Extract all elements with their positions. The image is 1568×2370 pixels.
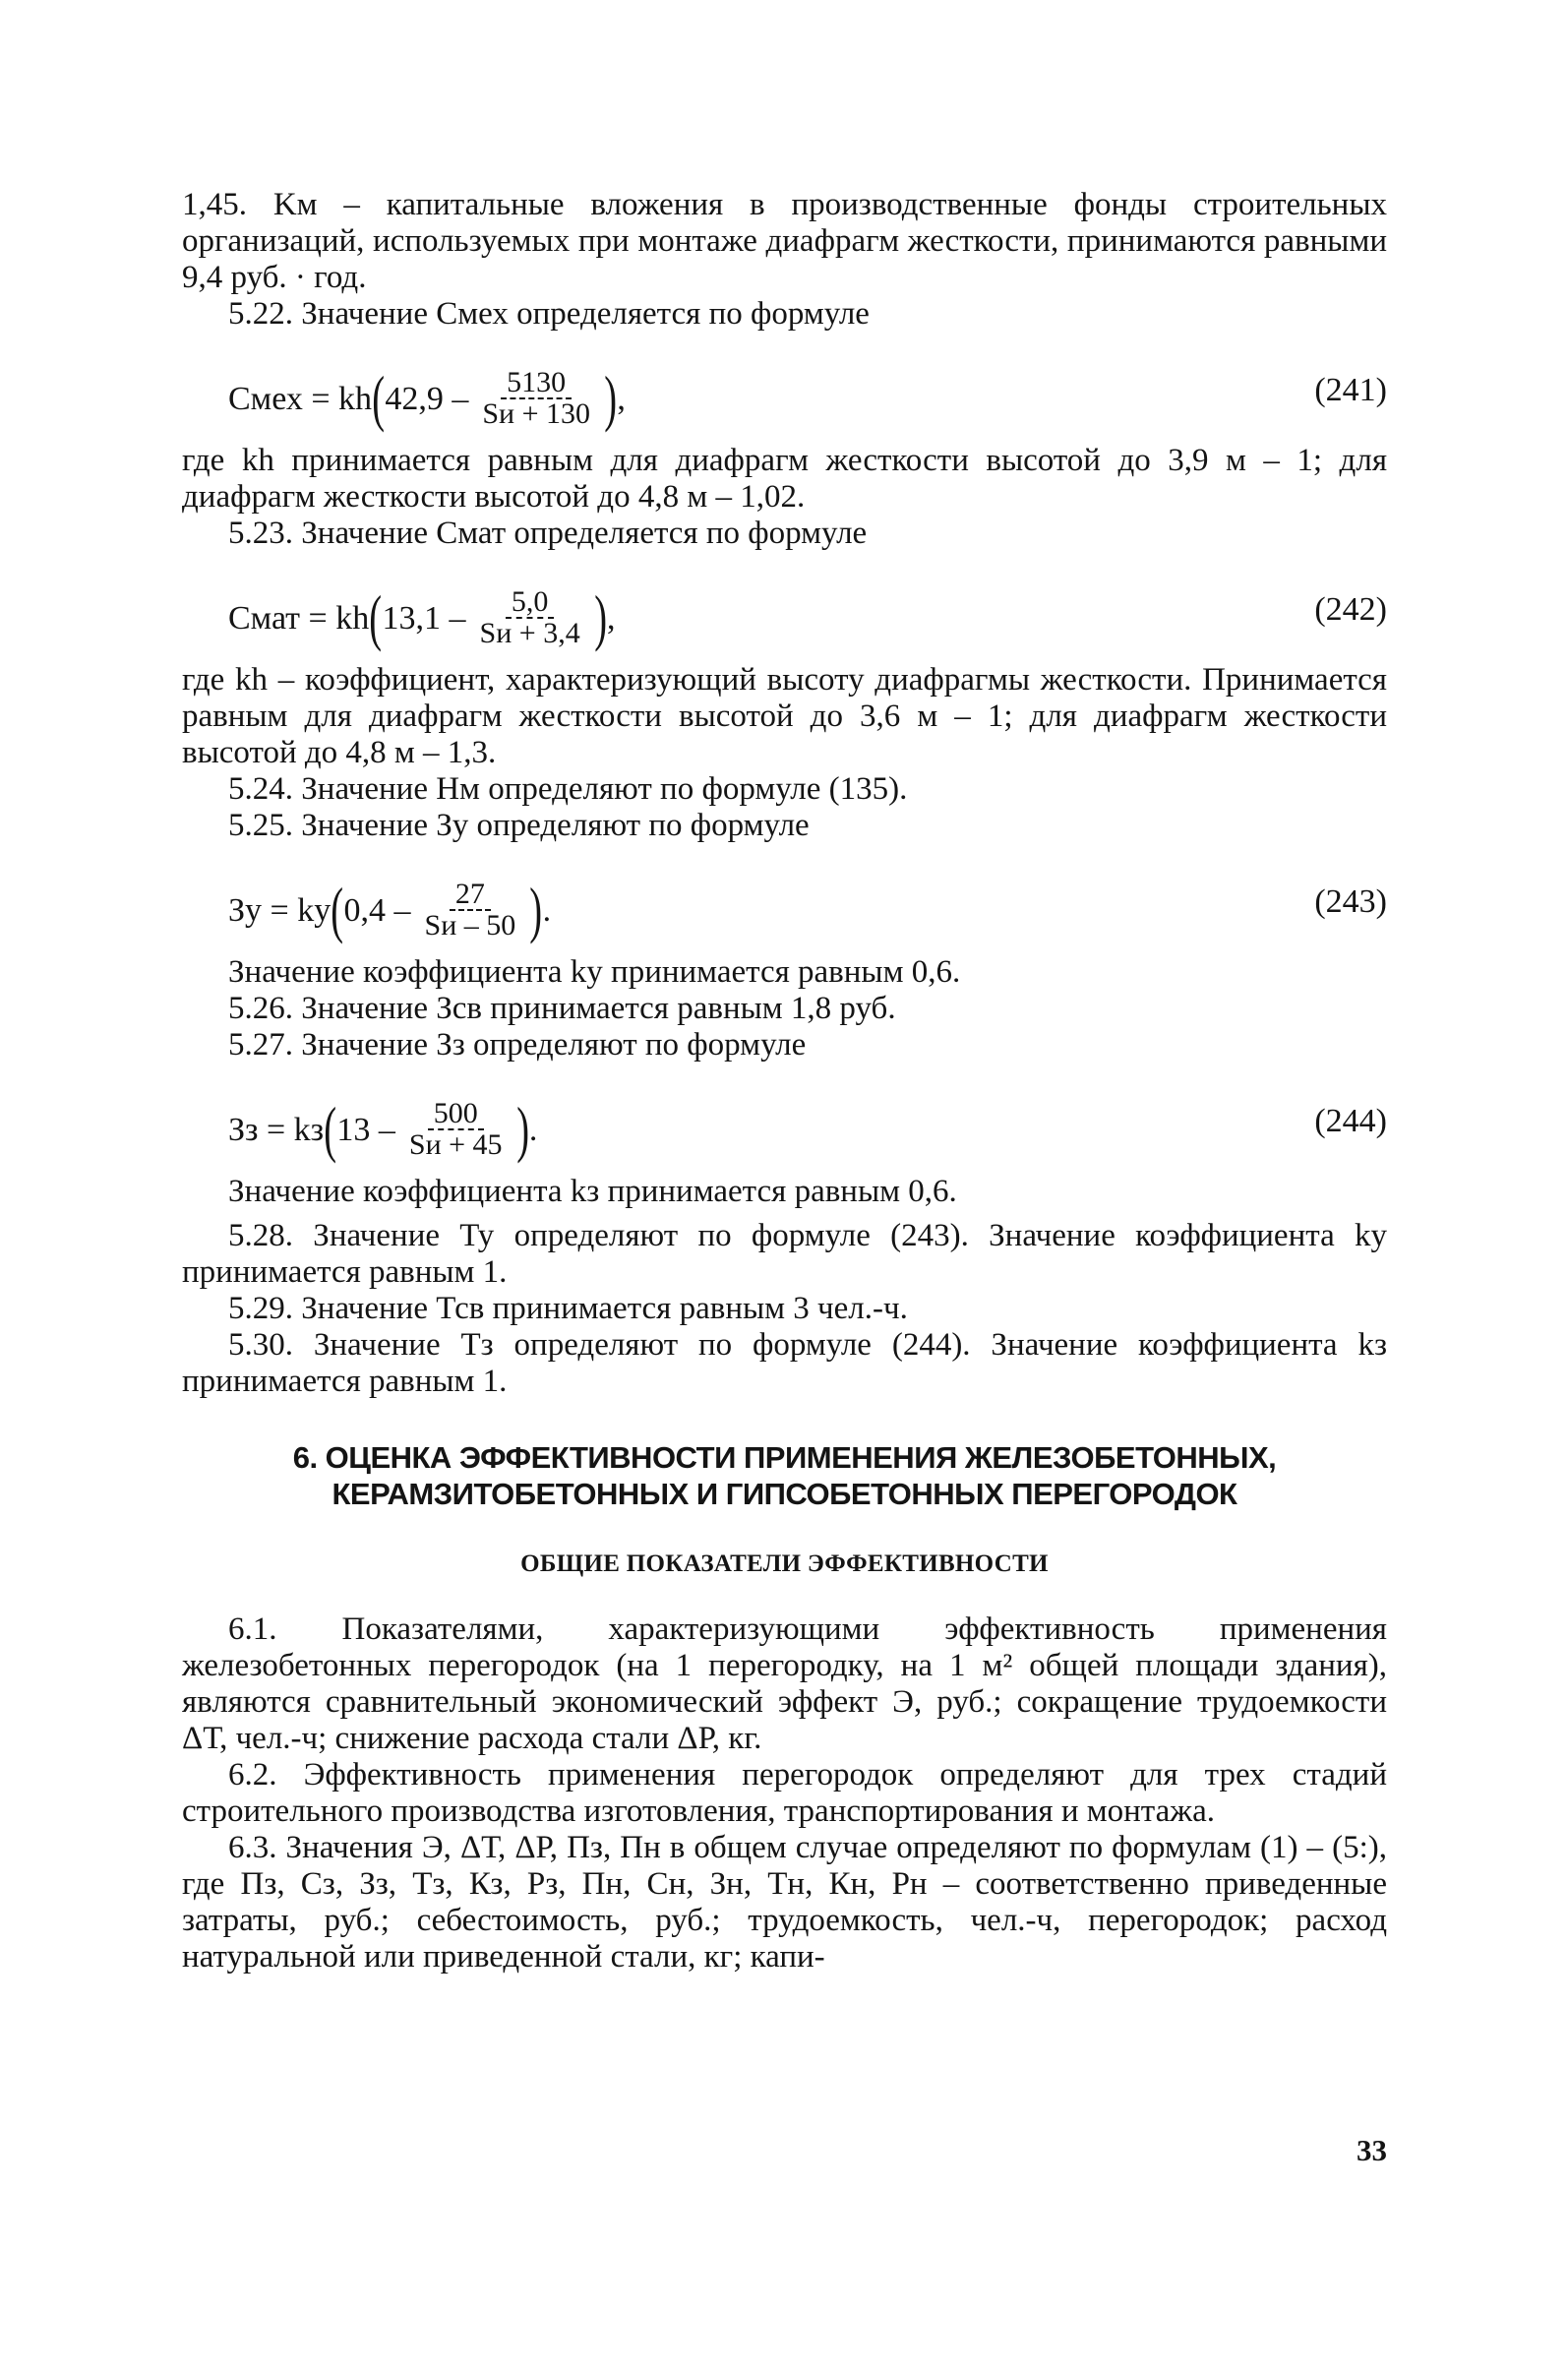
formula-243-numerator: 27 bbox=[450, 880, 491, 911]
formula-241-fraction bbox=[476, 368, 596, 429]
formula-244-fraction bbox=[403, 1099, 509, 1160]
formula-243: Зу = kу ( 0,4 – $\frac{27}{Sи - 50}$ ) . (243) bbox=[228, 875, 1387, 944]
formula-244-term: 13 – bbox=[336, 1111, 395, 1148]
formula-241-denominator: Sи + 130 bbox=[482, 397, 590, 430]
page-body bbox=[182, 187, 1387, 1975]
paragraph-242-where: где kh – коэффициент, характеризующий высоту диафрагмы жесткости. Принимается равным для диафрагм жесткости высотой до 3,6 м – 1; для диафрагм жесткости высотой до 4,8 м – 1,3. bbox=[182, 662, 1387, 770]
paragraph-5-22: 5.22. Значение Смех определяется по формуле bbox=[228, 296, 870, 332]
section-6-heading: 6. ОЦЕНКА ЭФФЕКТИВНОСТИ ПРИМЕНЕНИЯ ЖЕЛЕЗОБЕТОННЫХ, КЕРАМЗИТОБЕТОННЫХ И ГИПСОБЕТОННЫХ ПЕРЕГОРОДОК bbox=[292, 1440, 1277, 1511]
formula-244-lhs: Зз = kз bbox=[228, 1111, 325, 1148]
formula-242-denominator: Sи + 3,4 bbox=[479, 617, 580, 649]
formula-242-fraction bbox=[474, 587, 586, 648]
paragraph-241-where: где kh принимается равным для диафрагм жесткости высотой до 3,9 м – 1; для диафрагм жесткости высотой до 4,8 м – 1,02. bbox=[182, 443, 1387, 515]
paragraph-5-23: 5.23. Значение Смат определяется по формуле bbox=[228, 516, 868, 551]
paragraph-ky: Значение коэффициента kу принимается равным 0,6. bbox=[228, 954, 961, 990]
equation-number-243: (243) bbox=[1314, 883, 1387, 920]
formula-243-denominator: Sи – 50 bbox=[424, 909, 516, 942]
paragraph-5-27: 5.27. Значение Зз определяют по формуле bbox=[228, 1027, 807, 1063]
paragraph-6-2: 6.2. Эффективность применения перегородок определяют для трех стадий строительного производства изготовления, транспортирования и монтажа. bbox=[182, 1757, 1387, 1829]
equation-number-244: (244) bbox=[1314, 1103, 1387, 1139]
formula-242-numerator: 5,0 bbox=[506, 587, 555, 619]
formula-243-fraction bbox=[419, 880, 522, 941]
paragraph-6-1: 6.1. Показателями, характеризующими эффективность применения железобетонных перегородок (на 1 перегородку, на 1 м² общей площади здания), являются сравнительный экономический эффект Э, руб.; сокращение трудоемкости ΔТ, чел.-ч; снижение расхода стали ΔР, кг. bbox=[182, 1611, 1387, 1756]
formula-242-lhs: Смат = kh bbox=[228, 599, 370, 637]
formula-243-term: 0,4 – bbox=[343, 891, 411, 929]
formula-241: Смех = kh ( 42,9 – $\frac{5130}{Sи + 130}$ ) , (241) bbox=[228, 363, 1387, 433]
formula-242: Смат = kh ( 13,1 – $\frac{5,0}{Sи + 3,4}$ ) , (242) bbox=[228, 582, 1387, 652]
formula-241-numerator: 5130 bbox=[501, 368, 572, 399]
formula-241-term: 42,9 – bbox=[385, 380, 469, 417]
paragraph-6-3: 6.3. Значения Э, ΔТ, ΔР, Пз, Пн в общем случае определяют по формулам (1) – (5:), где Пз, Сз, Зз, Тз, Кз, Рз, Пн, Сн, Зн, Тн, Кн, Рн – соответственно приведенные затраты, руб.; себестоимость, руб.; трудоемкость, чел.-ч, перегородок; расход натуральной или приведенной стали, кг; капи- bbox=[182, 1830, 1387, 1975]
section-subheading: ОБЩИЕ ПОКАЗАТЕЛИ ЭФФЕКТИВНОСТИ bbox=[520, 1550, 1049, 1577]
paragraph-5-30: 5.30. Значение Тз определяют по формуле (244). Значение коэффициента kз принимается равным 1. bbox=[182, 1327, 1387, 1399]
paragraph-5-26: 5.26. Значение Зсв принимается равным 1,8 руб. bbox=[228, 991, 896, 1026]
paragraph-5-25: 5.25. Значение Зу определяют по формуле bbox=[228, 808, 810, 843]
formula-244: Зз = kз ( 13 – $\frac{500}{Sи + 45}$ ) . (244) bbox=[228, 1094, 1387, 1164]
formula-242-term: 13,1 – bbox=[382, 599, 466, 637]
paragraph-k3: Значение коэффициента kз принимается равным 0,6. bbox=[228, 1174, 957, 1209]
formula-241-lhs: Смех = kh bbox=[228, 380, 373, 417]
page-number: 33 bbox=[1357, 2133, 1387, 2167]
equation-number-242: (242) bbox=[1314, 591, 1387, 628]
paragraph-5-29: 5.29. Значение Тсв принимается равным 3 чел.-ч. bbox=[228, 1291, 908, 1326]
paragraph-1-45: 1,45. Kм – капитальные вложения в производственные фонды строительных организаций, используемых при монтаже диафрагм жесткости, принимаются равными 9,4 руб. · год. bbox=[182, 187, 1387, 295]
paragraph-5-24: 5.24. Значение Нм определяют по формуле (135). bbox=[228, 771, 908, 807]
paragraph-5-28: 5.28. Значение Ту определяют по формуле (243). Значение коэффициента kу принимается равным 1. bbox=[182, 1218, 1387, 1290]
formula-243-lhs: Зу = kу bbox=[228, 891, 332, 929]
formula-244-numerator: 500 bbox=[428, 1099, 484, 1130]
formula-244-denominator: Sи + 45 bbox=[408, 1128, 503, 1161]
equation-number-241: (241) bbox=[1314, 372, 1387, 408]
